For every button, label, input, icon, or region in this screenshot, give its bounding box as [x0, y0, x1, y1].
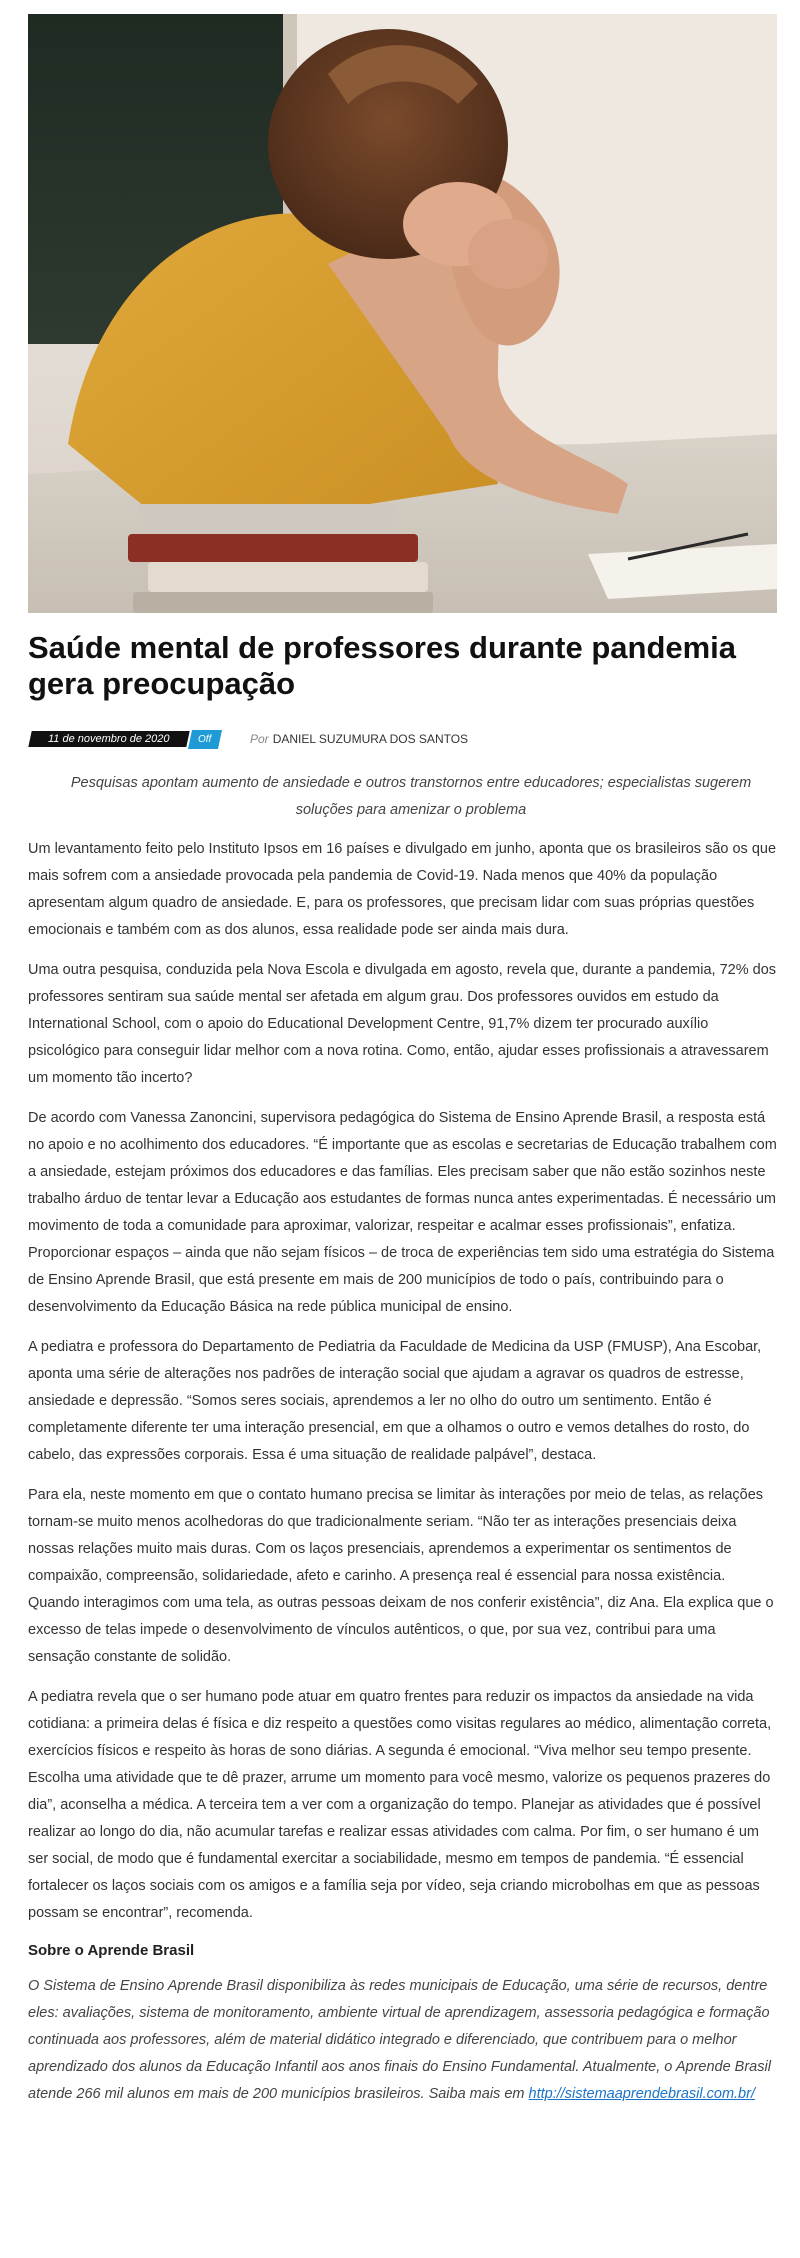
- paragraph: De acordo com Vanessa Zanoncini, supervisora pedagógica do Sistema de Ensino Aprende Brasil, a resposta está no apoio e no acolhimento dos educadores. “É importante que as escolas e secretarias de Educação trabalhem com a ansiedade, estejam próximos dos educadores e das famílias. Eles precisam saber que não estão sozinhos neste trabalho árduo de tentar levar a Educação aos estudantes de formas nunca antes experimentadas. É necessário um movimento de toda a comunidade para aproximar, valorizar, respeitar e acalmar esses profissionais”, enfatiza. Proporcionar espaços – ainda que não sejam físicos – de troca de experiências tem sido uma estratégia do Sistema de Ensino Aprende Brasil, que está presente em mais de 200 municípios de todo o país, contribuindo para o desenvolvimento da Educação Básica na rede pública municipal de ensino.: [28, 1110, 777, 1315]
- article-body: [28, 836, 778, 2121]
- paragraph: A pediatra e professora do Departamento de Pediatria da Faculdade de Medicina da USP (FMUSP), Ana Escobar, aponta uma série de alterações nos padrões de interação social que ajudam a agravar os quadros de estresse, ansiedade e depressão. “Somos seres sociais, aprendemos a ler no olho do outro um sentimento. Então é completamente diferente ter uma interação presencial, em que a olhamos o outro e vemos detalhes do rosto, do cabelo, das expressões corporais. Essa é uma situação de realidade palpável”, destaca.: [28, 1339, 762, 1463]
- paragraph: Uma outra pesquisa, conduzida pela Nova Escola e divulgada em agosto, revela que, durante a pandemia, 72% dos professores sentiram sua saúde mental ser afetada em algum grau. Dos professores ouvidos em estudo da International School, com o apoio do Educational Development Centre, 91,7% dizem ter procurado auxílio psicológico para conseguir lidar melhor com a nova rotina. Como, então, ajudar esses profissionais a atravessarem um momento tão incerto?: [28, 962, 777, 1086]
- comments-badge[interactable]: [188, 730, 222, 749]
- paragraph: Um levantamento feito pelo Instituto Ipsos em 16 países e divulgado em junho, aponta que os brasileiros são os que mais sofrem com a ansiedade provocada pela pandemia de Covid-19. Nada menos que 40% da população apresentam algum quadro de ansiedade. E, para os professores, que precisam lidar com suas próprias questões emocionais e também com as dos alunos, essa realidade pode ser ainda mais dura.: [28, 841, 777, 938]
- stressed-teacher-illustration: [28, 14, 777, 613]
- date-badge: [28, 731, 189, 747]
- about-paragraph: [28, 1973, 778, 2108]
- article-meta: [30, 728, 770, 750]
- author-name[interactable]: DANIEL SUZUMURA DOS SANTOS: [272, 732, 469, 746]
- comments-label: Off: [198, 734, 212, 745]
- article-lead: Pesquisas apontam aumento de ansiedade e outros transtornos entre educadores; especialistas sugerem soluções para amenizar o problema: [70, 775, 752, 818]
- article-title: Saúde mental de professores durante pandemia gera preocupação: [28, 630, 737, 701]
- author-prefix: Por: [250, 732, 269, 746]
- paragraph: Para ela, neste momento em que o contato humano precisa se limitar às interações por meio de telas, as relações tornam-se muito menos acolhedoras do que tradicionalmente seriam. “Não ter as interações presenciais deixa nossas relações muito mais duras. Com os laços presenciais, aprendemos a experimentar os sentimentos de compaixão, compreensão, solidariedade, afeto e carinho. A presença real é essencial para nossa existência. Quando interagimos com uma tela, as outras pessoas deixam de nos conferir existência”, diz Ana. Ela explica que o excesso de telas impede o desenvolvimento de vínculos autênticos, o que, por sua vez, contribui para uma sensação constante de solidão.: [28, 1487, 774, 1665]
- hero-image: [28, 14, 777, 613]
- author-byline: [250, 728, 468, 750]
- date-text: 11 de novembro de 2020: [48, 733, 170, 745]
- about-heading: Sobre o Aprende Brasil: [28, 1942, 195, 1959]
- paragraph: A pediatra revela que o ser humano pode atuar em quatro frentes para reduzir os impactos da ansiedade na vida cotidiana: a primeira delas é física e diz respeito a questões como visitas regulares ao médico, alimentação correta, exercícios físicos e respeito às horas de sono diárias. A segunda é emocional. “Viva melhor seu tempo presente. Escolha uma atividade que te dê prazer, arrume um momento para você mesmo, valorize os pequenos prazeres do dia”, aconselha a médica. A terceira tem a ver com a organização do tempo. Planejar as atividades que é possível realizar ao longo do dia, não acumular tarefas e realizar essas atividades com calma. Por fim, o ser humano é um ser social, de modo que é fundamental exercitar a sociabilidade, mesmo em tempos de pandemia. “É essencial fortalecer os laços sociais com os amigos e a família seja por vídeo, seja criando microbolhas em que as pessoas possam se encontrar”, recomenda.: [28, 1689, 772, 1921]
- about-text: O Sistema de Ensino Aprende Brasil disponibiliza às redes municipais de Educação, uma série de recursos, dentre eles: avaliações, sistema de monitoramento, ambiente virtual de aprendizagem, assessoria pedagógica e formação continuada aos professores, além de material didático integrado e diferenciado, que contribuem para o melhor aprendizado dos alunos da Educação Infantil aos anos finais do Ensino Fundamental. Atualmente, o Aprende Brasil atende 266 mil alunos em mais de 200 municípios brasileiros. Saiba mais em: [28, 1978, 771, 2102]
- about-link[interactable]: http://sistemaaprendebrasil.com.br/: [528, 2086, 755, 2102]
